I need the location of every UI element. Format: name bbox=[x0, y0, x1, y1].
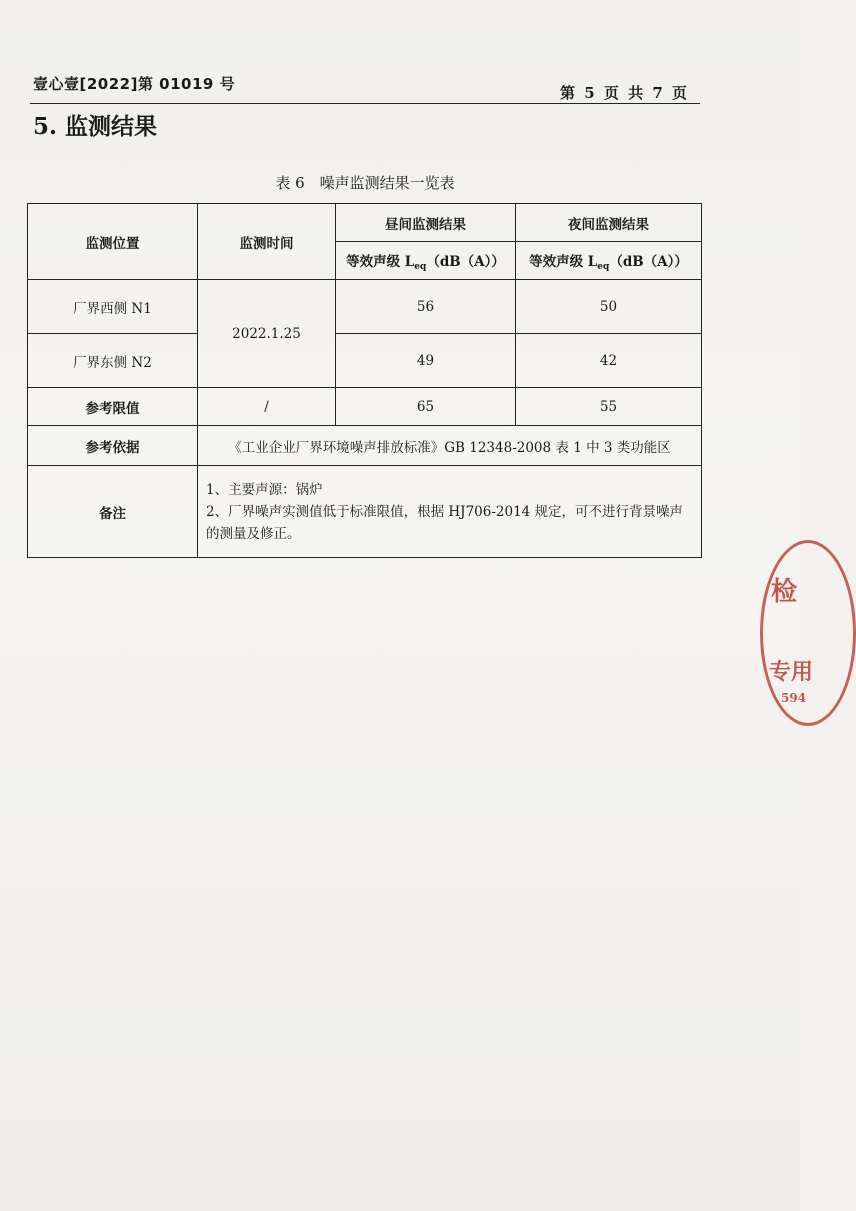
seal-char: 594 bbox=[781, 691, 807, 705]
table-caption: 表 6 噪声监测结果一览表 bbox=[275, 174, 455, 192]
limit-time: / bbox=[198, 388, 336, 426]
report-number: 壹心壹[2022]第 01019 号 bbox=[33, 75, 236, 93]
header-day-unit: 等效声级 $L_{eq}(dB(A))$ bbox=[336, 242, 516, 280]
official-seal bbox=[760, 540, 856, 726]
seal-char: 专用 bbox=[769, 659, 814, 685]
notes-row bbox=[28, 466, 702, 558]
header-location: 监测位置 bbox=[28, 204, 198, 280]
row-location: 厂界西侧 N1 bbox=[28, 280, 198, 334]
basis-value: 《工业企业厂界环境噪声排放标准》GB 12348-2008 表 1 中 3 类功能区 bbox=[198, 426, 702, 466]
monitoring-date: 2022.1.25 bbox=[198, 280, 336, 388]
row-day-value: 56 bbox=[336, 280, 516, 334]
row-night-value: 42 bbox=[516, 334, 702, 388]
notes-content bbox=[198, 466, 702, 558]
row-night-value: 50 bbox=[516, 280, 702, 334]
table-row bbox=[28, 334, 702, 388]
notes-label: 备注 bbox=[28, 466, 198, 558]
header-time: 监测时间 bbox=[198, 204, 336, 280]
note-line: 1、主要声源：锅炉 bbox=[206, 481, 323, 498]
row-location: 厂界东侧 N2 bbox=[28, 334, 198, 388]
basis-row bbox=[28, 426, 702, 466]
header-night-result: 夜间监测结果 bbox=[516, 204, 702, 242]
noise-results-table bbox=[27, 203, 702, 558]
limit-row bbox=[28, 388, 702, 426]
section-title: 5. 监测结果 bbox=[33, 113, 158, 140]
limit-day: 65 bbox=[336, 388, 516, 426]
header-day-result: 昼间监测结果 bbox=[336, 204, 516, 242]
seal-char: 检 bbox=[771, 577, 798, 607]
note-line: 2、厂界噪声实测值低于标准限值，根据 HJ706-2014 规定，可不进行背景噪声的测量及修正。 bbox=[206, 503, 684, 542]
page-info: 第 5 页 共 7 页 bbox=[560, 84, 689, 102]
basis-label: 参考依据 bbox=[28, 426, 198, 466]
limit-night: 55 bbox=[516, 388, 702, 426]
header-rule bbox=[30, 103, 700, 104]
header-night-unit: 等效声级 $L_{eq}(dB(A))$ bbox=[516, 242, 702, 280]
table-row bbox=[28, 280, 702, 334]
limit-label: 参考限值 bbox=[28, 388, 198, 426]
row-day-value: 49 bbox=[336, 334, 516, 388]
